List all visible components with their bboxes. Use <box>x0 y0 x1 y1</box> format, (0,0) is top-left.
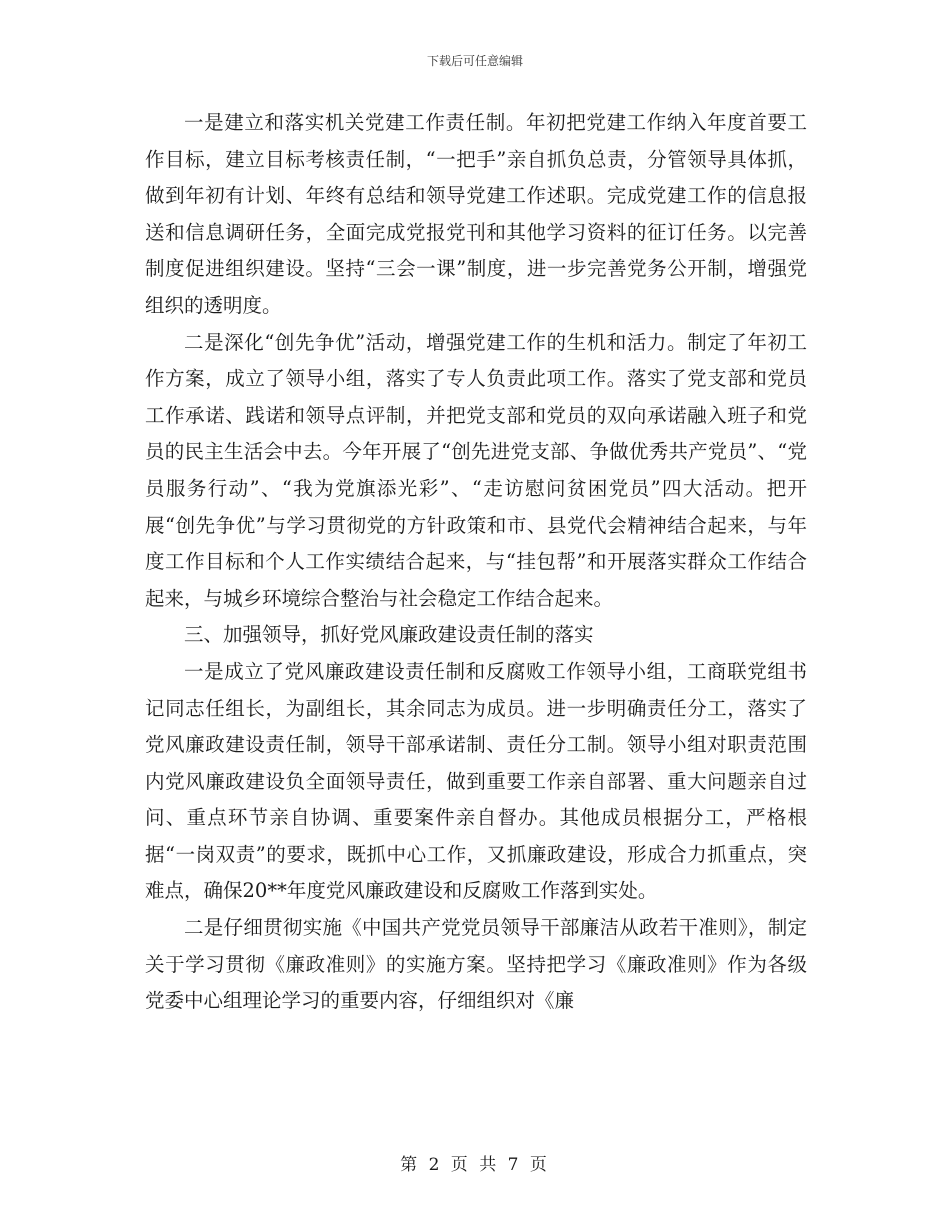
paragraph-party-building-responsibility: 一是建立和落实机关党建工作责任制。年初把党建工作纳入年度首要工作目标，建立目标考核责任制，“一把手”亲自抓负总责，分管领导具体抓，做到年初有计划、年终有总结和领导党建工作述职。完成党建工作的信息报送和信息调研任务，全面完成党报党刊和其他学习资料的征订任务。以完善制度促进组织建设。坚持“三会一课”制度，进一步完善党务公开制，增强党组织的透明度。 <box>145 111 807 317</box>
page-number: 第 2 页 共 7 页 <box>400 1155 550 1175</box>
paragraph-excellence-campaign: 二是深化“创先争优”活动，增强党建工作的生机和活力。制定了年初工作方案，成立了领导小组，落实了专人负责此项工作。落实了党支部和党员工作承诺、践诺和领导点评制，并把党支部和党员的双向承诺融入班子和党员的民主生活会中去。今年开展了“创先进党支部、争做优秀共产党员”、“党员服务行动”、“我为党旗添光彩”、“走访慰问贫困党员”四大活动。把开展“创先争优”与学习贯彻党的方针政策和市、县党代会精神结合起来，与年度工作目标和个人工作实绩结合起来，与“挂包帮”和开展落实群众工作结合起来，与城乡环境综合整治与社会稳定工作结合起来。 <box>145 330 807 610</box>
document-body <box>145 105 807 1020</box>
section-heading-integrity: 三、加强领导，抓好党风廉政建设责任制的落实 <box>184 623 594 647</box>
paragraph-integrity-leadership-group: 一是成立了党风廉政建设责任制和反腐败工作领导小组，工商联党组书记同志任组长，为副组长，其余同志为成员。进一步明确责任分工，落实了党风廉政建设责任制，领导干部承诺制、责任分工制。领导小组对职责范围内党风廉政建设负全面领导责任，做到重要工作亲自部署、重大问题亲自过问、重点环节亲自协调、重要案件亲自督办。其他成员根据分工，严格根据“一岗双责”的要求，既抓中心工作，又抓廉政建设，形成合力抓重点，突难点，确保20**年度党风廉政建设和反腐败工作落到实处。 <box>145 659 807 903</box>
page-header: 下载后可任意编辑 <box>426 54 523 68</box>
paragraph-integrity-guidelines: 二是仔细贯彻实施《中国共产党党员领导干部廉洁从政若干准则》，制定关于学习贯彻《廉政准则》的实施方案。坚持把学习《廉政准则》作为各级党委中心组理论学习的重要内容，仔细组织对《廉 <box>145 916 807 1013</box>
